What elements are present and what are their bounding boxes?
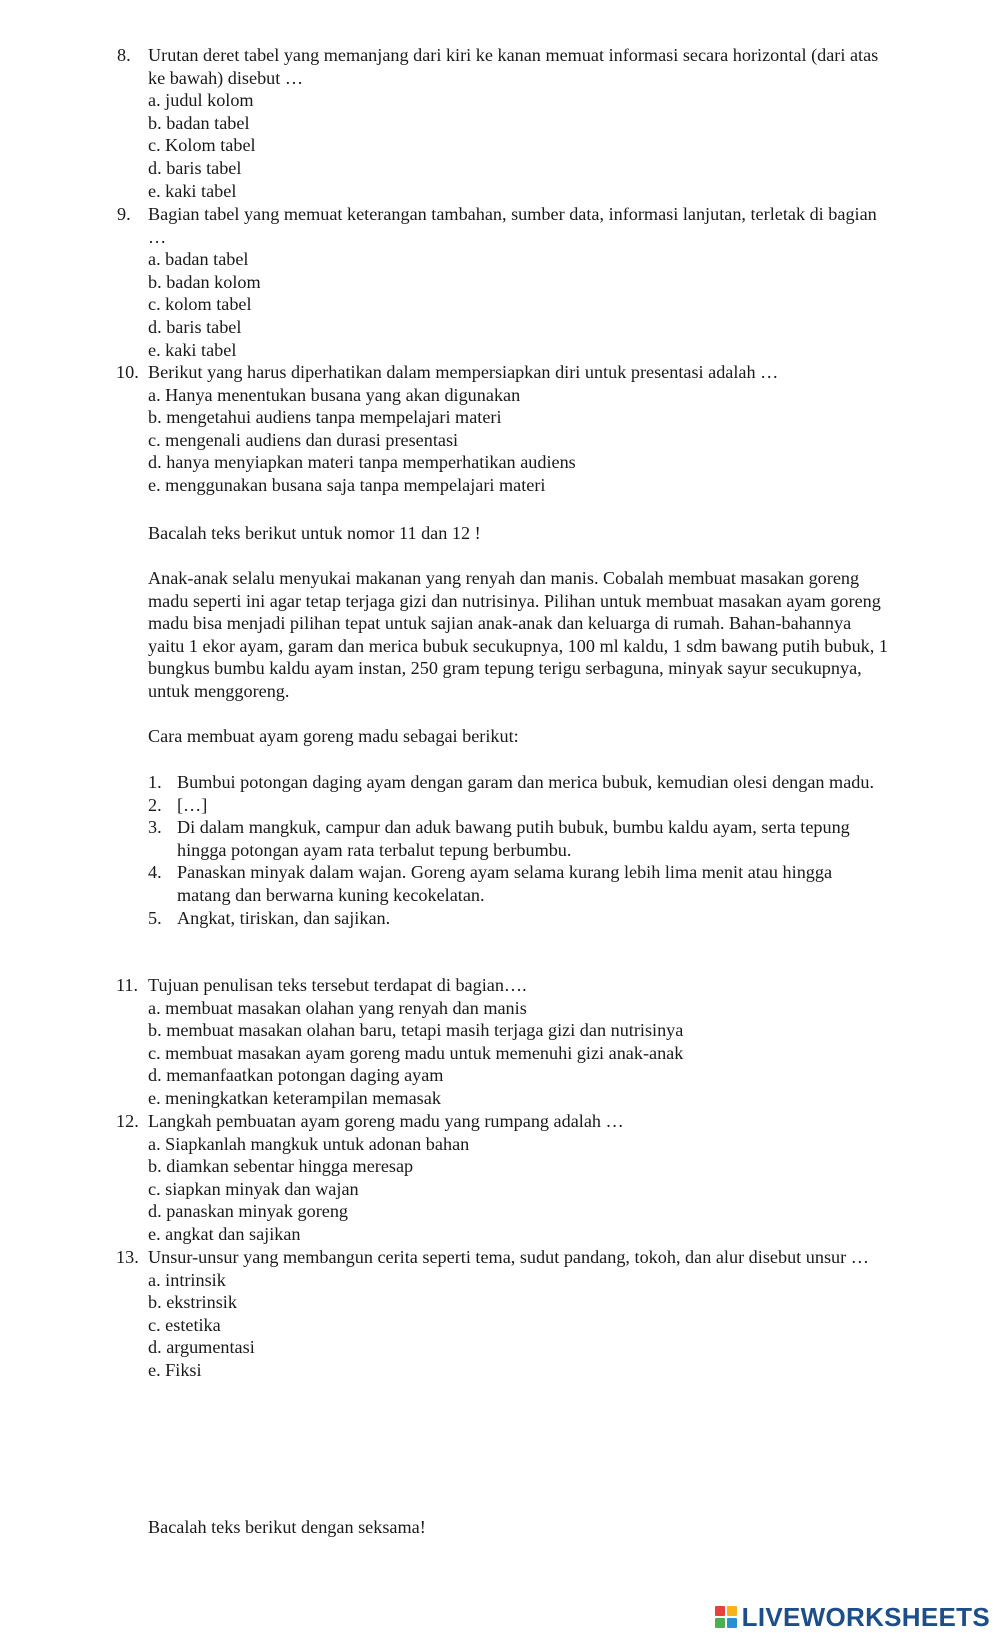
question-number: 8. [117, 45, 131, 65]
answer-options [148, 384, 887, 497]
option-d[interactable]: d. argumentasi [148, 1337, 255, 1358]
question-text: Langkah pembuatan ayam goreng madu yang rumpang adalah … [148, 1111, 624, 1131]
steps-intro: Cara membuat ayam goreng madu sebagai berikut: [148, 726, 519, 746]
step-text: Panaskan minyak dalam wajan. Goreng ayam selama kurang lebih lima menit atau hingga matang dan berwarna kuning kecokelatan. [177, 862, 833, 905]
option-a[interactable]: a. intrinsik [148, 1269, 226, 1290]
step-number: 2. [148, 794, 162, 815]
question-number: 9. [117, 204, 131, 224]
option-d[interactable]: d. baris tabel [148, 316, 242, 337]
step-text: […] [177, 794, 208, 815]
answer-options [148, 248, 887, 361]
answer-options [148, 997, 887, 1110]
brand-name: LIVEWORKSHEETS [741, 1601, 990, 1632]
option-a[interactable]: a. judul kolom [148, 90, 254, 111]
reading-instruction: Bacalah teks berikut untuk nomor 11 dan 12 ! [148, 523, 481, 543]
question-number: 11. [116, 975, 139, 995]
step-number: 5. [148, 907, 162, 928]
option-e[interactable]: e. menggunakan busana saja tanpa mempelajari materi [148, 474, 546, 495]
option-a[interactable]: a. Hanya menentukan busana yang akan digunakan [148, 384, 521, 405]
question-number: 12. [116, 1111, 139, 1131]
question-text: Tujuan penulisan teks tersebut terdapat di bagian…. [148, 975, 527, 995]
option-b[interactable]: b. badan kolom [148, 271, 261, 292]
option-b[interactable]: b. ekstrinsik [148, 1292, 237, 1313]
option-b[interactable]: b. diamkan sebentar hingga meresap [148, 1156, 414, 1177]
answer-options [148, 89, 887, 202]
logo-grid-icon [715, 1606, 737, 1628]
option-c[interactable]: c. siapkan minyak dan wajan [148, 1178, 359, 1199]
logo-square-blue [727, 1618, 737, 1628]
reading-passage: Anak-anak selalu menyukai makanan yang renyah dan manis. Cobalah membuat masakan goreng madu seperti ini agar tetap terjaga gizi dan nutrisinya. Pilihan untuk membuat masakan ayam goreng madu bisa menjadi pilihan tepat untuk sajian anak-anak dan keluarga di rumah. Bahan-bahannya yaitu 1 ekor ayam, garam dan merica bubuk secukupnya, 100 ml kaldu, 1 sdm bawang putih bubuk, 1 bungkus bumbu kaldu ayam instan, 250 gram tepung terigu serbaguna, minyak sayur secukupnya, untuk menggoreng. [148, 568, 888, 701]
step-number: 3. [148, 817, 162, 838]
option-c[interactable]: c. membuat masakan ayam goreng madu untuk memenuhi gizi anak-anak [148, 1042, 684, 1063]
option-b[interactable]: b. mengetahui audiens tanpa mempelajari materi [148, 407, 502, 428]
option-d[interactable]: d. memanfaatkan potongan daging ayam [148, 1065, 444, 1086]
option-e[interactable]: e. meningkatkan keterampilan memasak [148, 1087, 441, 1108]
option-c[interactable]: c. kolom tabel [148, 294, 252, 315]
recipe-step [148, 816, 888, 861]
question-text: Berikut yang harus diperhatikan dalam mempersiapkan diri untuk presentasi adalah … [148, 362, 779, 382]
step-text: Bumbui potongan daging ayam dengan garam dan merica bubuk, kemudian olesi dengan madu. [177, 772, 875, 792]
option-d[interactable]: d. baris tabel [148, 157, 242, 178]
logo-square-yellow [727, 1606, 737, 1616]
option-b[interactable]: b. membuat masakan olahan baru, tetapi masih terjaga gizi dan nutrisinya [148, 1020, 684, 1041]
option-e[interactable]: e. Fiksi [148, 1359, 202, 1380]
question-text: Urutan deret tabel yang memanjang dari kiri ke kanan memuat informasi secara horizontal (dari atas ke bawah) disebut … [148, 45, 879, 88]
recipe-step [148, 771, 888, 794]
question-13 [117, 1246, 887, 1382]
question-text: Bagian tabel yang memuat keterangan tambahan, sumber data, informasi lanjutan, terletak di bagian … [148, 204, 877, 247]
recipe-step [148, 794, 888, 817]
question-11 [117, 974, 887, 1110]
logo-square-green [715, 1618, 725, 1628]
step-text: Di dalam mangkuk, campur dan aduk bawang putih bubuk, bumbu kaldu ayam, serta tepung hingga potongan ayam rata terbalut tepung berbumbu. [177, 817, 850, 860]
answer-options [148, 1133, 887, 1246]
option-d[interactable]: d. hanya menyiapkan materi tanpa memperhatikan audiens [148, 452, 576, 473]
option-a[interactable]: a. Siapkanlah mangkuk untuk adonan bahan [148, 1133, 470, 1154]
question-12 [117, 1110, 887, 1246]
question-10 [117, 361, 887, 497]
option-e[interactable]: e. angkat dan sajikan [148, 1223, 301, 1244]
option-c[interactable]: c. estetika [148, 1314, 221, 1335]
option-c[interactable]: c. mengenali audiens dan durasi presentasi [148, 429, 459, 450]
option-c[interactable]: c. Kolom tabel [148, 135, 256, 156]
question-number: 13. [116, 1247, 139, 1267]
option-e[interactable]: e. kaki tabel [148, 180, 237, 201]
question-9 [117, 203, 887, 361]
question-number: 10. [116, 362, 139, 382]
answer-options [148, 1269, 887, 1382]
liveworksheets-logo [715, 1601, 990, 1633]
recipe-steps [148, 771, 888, 929]
recipe-step [148, 861, 888, 906]
option-d[interactable]: d. panaskan minyak goreng [148, 1201, 349, 1222]
step-number: 4. [148, 862, 162, 883]
logo-square-red [715, 1606, 725, 1616]
option-b[interactable]: b. badan tabel [148, 112, 250, 133]
option-a[interactable]: a. membuat masakan olahan yang renyah dan manis [148, 997, 527, 1018]
step-number: 1. [148, 772, 162, 792]
option-a[interactable]: a. badan tabel [148, 249, 249, 270]
question-8 [117, 44, 887, 202]
recipe-step [148, 907, 888, 930]
question-text: Unsur-unsur yang membangun cerita seperti tema, sudut pandang, tokoh, dan alur disebut unsur … [148, 1247, 869, 1267]
closing-instruction: Bacalah teks berikut dengan seksama! [148, 1517, 426, 1537]
option-e[interactable]: e. kaki tabel [148, 339, 237, 360]
step-text: Angkat, tiriskan, dan sajikan. [177, 907, 391, 928]
